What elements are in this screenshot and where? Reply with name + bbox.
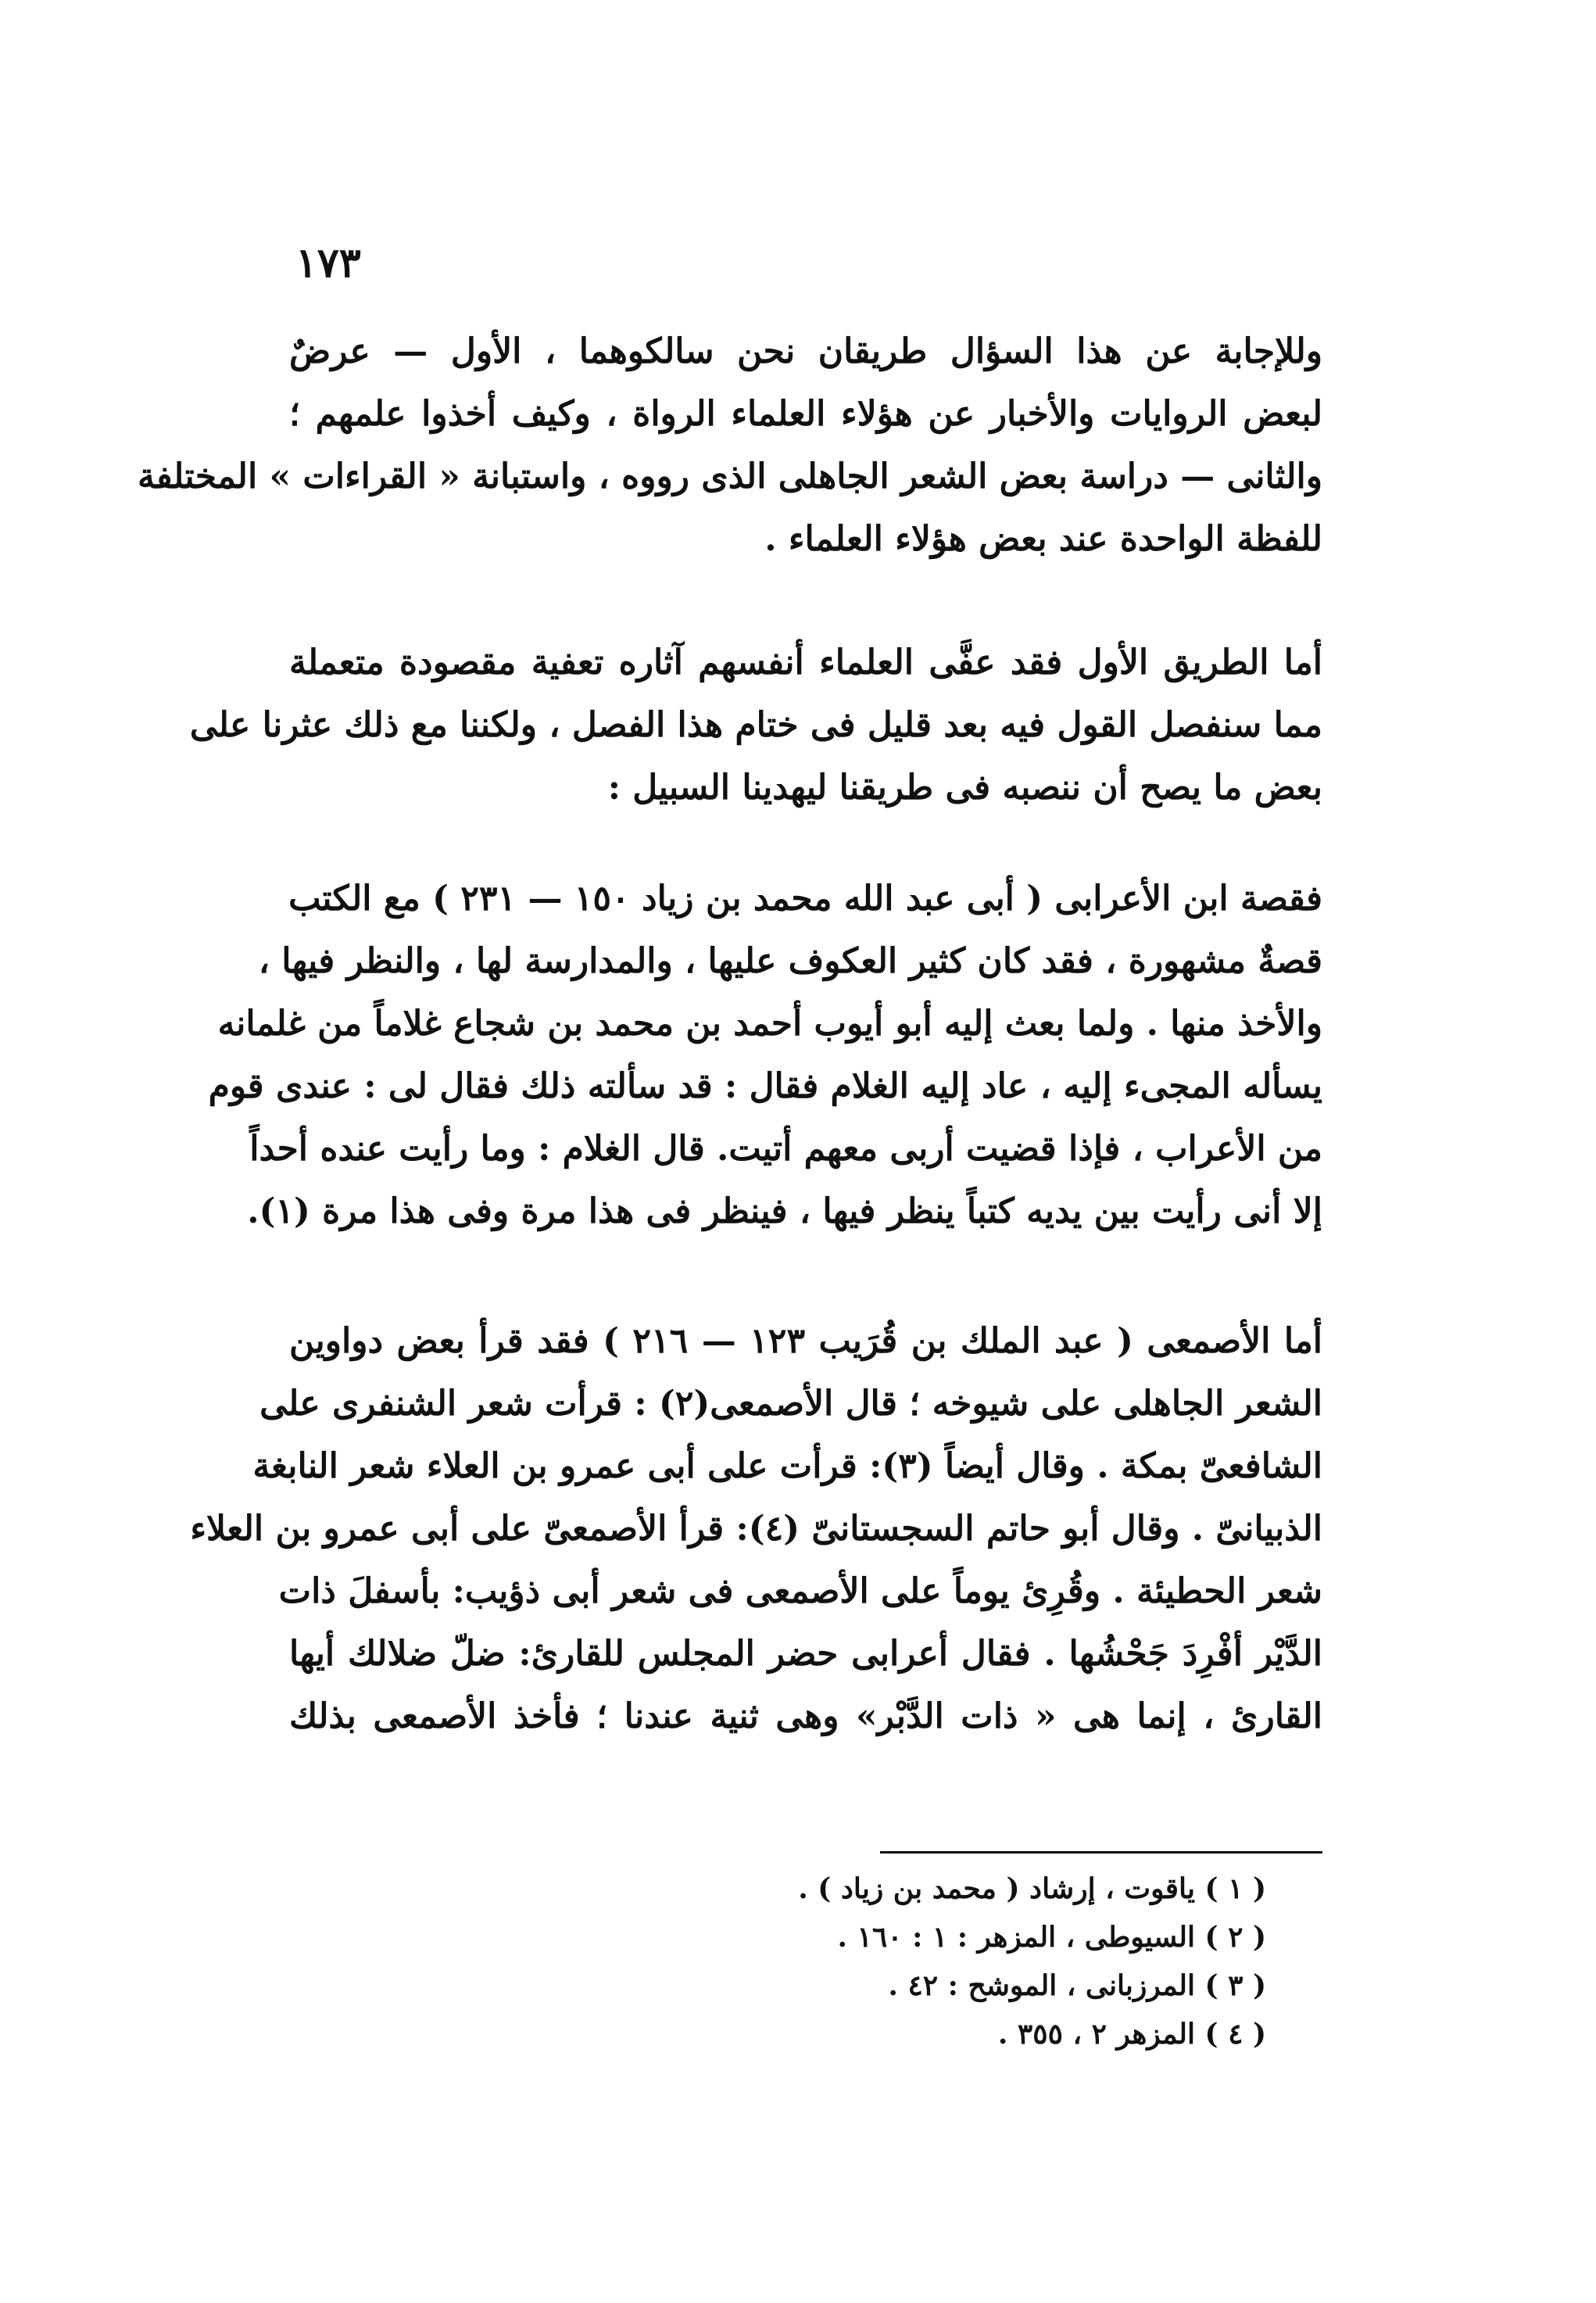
text-line: قصةٌ مشهورة ، فقد كان كثير العكوف عليها ، والمدارسة لها ، والنظر فيها ، <box>258 941 1322 981</box>
paragraph <box>189 632 1322 819</box>
text-line: القارئ ، إنما هى « ذات الدَّبْر» وهى ثنية عندنا ؛ فأخذ الأصمعى بذلك <box>289 1696 1322 1736</box>
text-line: مما سنفصل القول فيه بعد قليل فى ختام هذا الفصل ، ولكننا مع ذلك عثرنا على <box>189 705 1322 745</box>
text-line: وللإجابة عن هذا السؤال طريقان نحن سالكوهما ، الأول — عرضٌ <box>289 331 1322 371</box>
text-line: والثانى — دراسة بعض الشعر الجاهلى الذى رووه ، واستبانة « القراءات » المختلفة <box>138 457 1322 496</box>
text-line: فقصة ابن الأعرابى ( أبى عبد الله محمد بن زياد ١٥٠ — ٢٣١ ) مع الكتب <box>288 879 1322 919</box>
page-number: ١٧٣ <box>295 239 361 287</box>
footnote: ( ٢ ) السيوطى ، المزهر : ١ : ١٦٠ . <box>837 1921 1266 1954</box>
text-line: الشعر الجاهلى على شيوخه ؛ قال الأصمعى(٢) : قرأت شعر الشنفرى على <box>259 1384 1322 1424</box>
text-line: الدَّيْر أفْرِدَ جَحْشُها . فقال أعرابى حضر المجلس للقارئ: ضلّ ضلالك أيها <box>289 1634 1322 1674</box>
text-line: لبعض الروايات والأخبار عن هؤلاء العلماء الرواة ، وكيف أخذوا علمهم ؛ <box>289 394 1322 434</box>
text-line: الذبيانىّ . وقال أبو حاتم السجستانىّ (٤): قرأ الأصمعىّ على أبى عمرو بن العلاء <box>190 1509 1322 1549</box>
text-line: الشافعىّ بمكة . وقال أيضاً (٣): قرأت على أبى عمرو بن العلاء شعر النابغة <box>252 1446 1322 1486</box>
text-line: إلا أنى رأيت بين يديه كتباً ينظر فيها ، فينظر فى هذا مرة وفى هذا مرة (١). <box>247 1191 1322 1231</box>
text-line: أما الأصمعى ( عبد الملك بن قُرَيب ١٢٣ — ٢١٦ ) فقد قرأ بعض دواوين <box>289 1321 1323 1361</box>
paragraph <box>190 1310 1323 1748</box>
text-line: يسأله المجىء إليه ، عاد إليه الغلام فقال : قد سألته ذلك فقال لى : عندى قوم <box>208 1066 1322 1106</box>
text-line: بعض ما يصح أن ننصبه فى طريقنا ليهدينا السبيل : <box>607 768 1322 808</box>
paragraph <box>138 321 1322 571</box>
text-line: للفظة الواحدة عند بعض هؤلاء العلماء . <box>764 519 1322 559</box>
footnote: ( ١ ) ياقوت ، إرشاد ( محمد بن زياد ) . <box>798 1872 1266 1905</box>
footnote: ( ٣ ) المرزبانى ، الموشح : ٤٢ . <box>888 1969 1266 2002</box>
footnote-divider <box>880 1851 1322 1854</box>
footnotes <box>782 1864 1266 2058</box>
text-line: أما الطريق الأول فقد عفَّى العلماء أنفسهم آثاره تعفية مقصودة متعملة <box>289 643 1322 682</box>
paragraph <box>208 868 1322 1243</box>
text-line: من الأعراب ، فإذا قضيت أربى معهم أتيت. قال الغلام : وما رأيت عنده أحداً <box>249 1129 1322 1169</box>
text-line: والأخذ منها . ولما بعث إليه أبو أيوب أحمد بن محمد بن شجاع غلاماً من غلمانه <box>217 1004 1322 1044</box>
footnote: ( ٤ ) المزهر ٢ ، ٣٥٥ . <box>997 2018 1266 2050</box>
text-line: شعر الحطيئة . وقُرِئ يوماً على الأصمعى فى شعر أبى ذؤيب: بأسفلَ ذات <box>278 1571 1322 1611</box>
